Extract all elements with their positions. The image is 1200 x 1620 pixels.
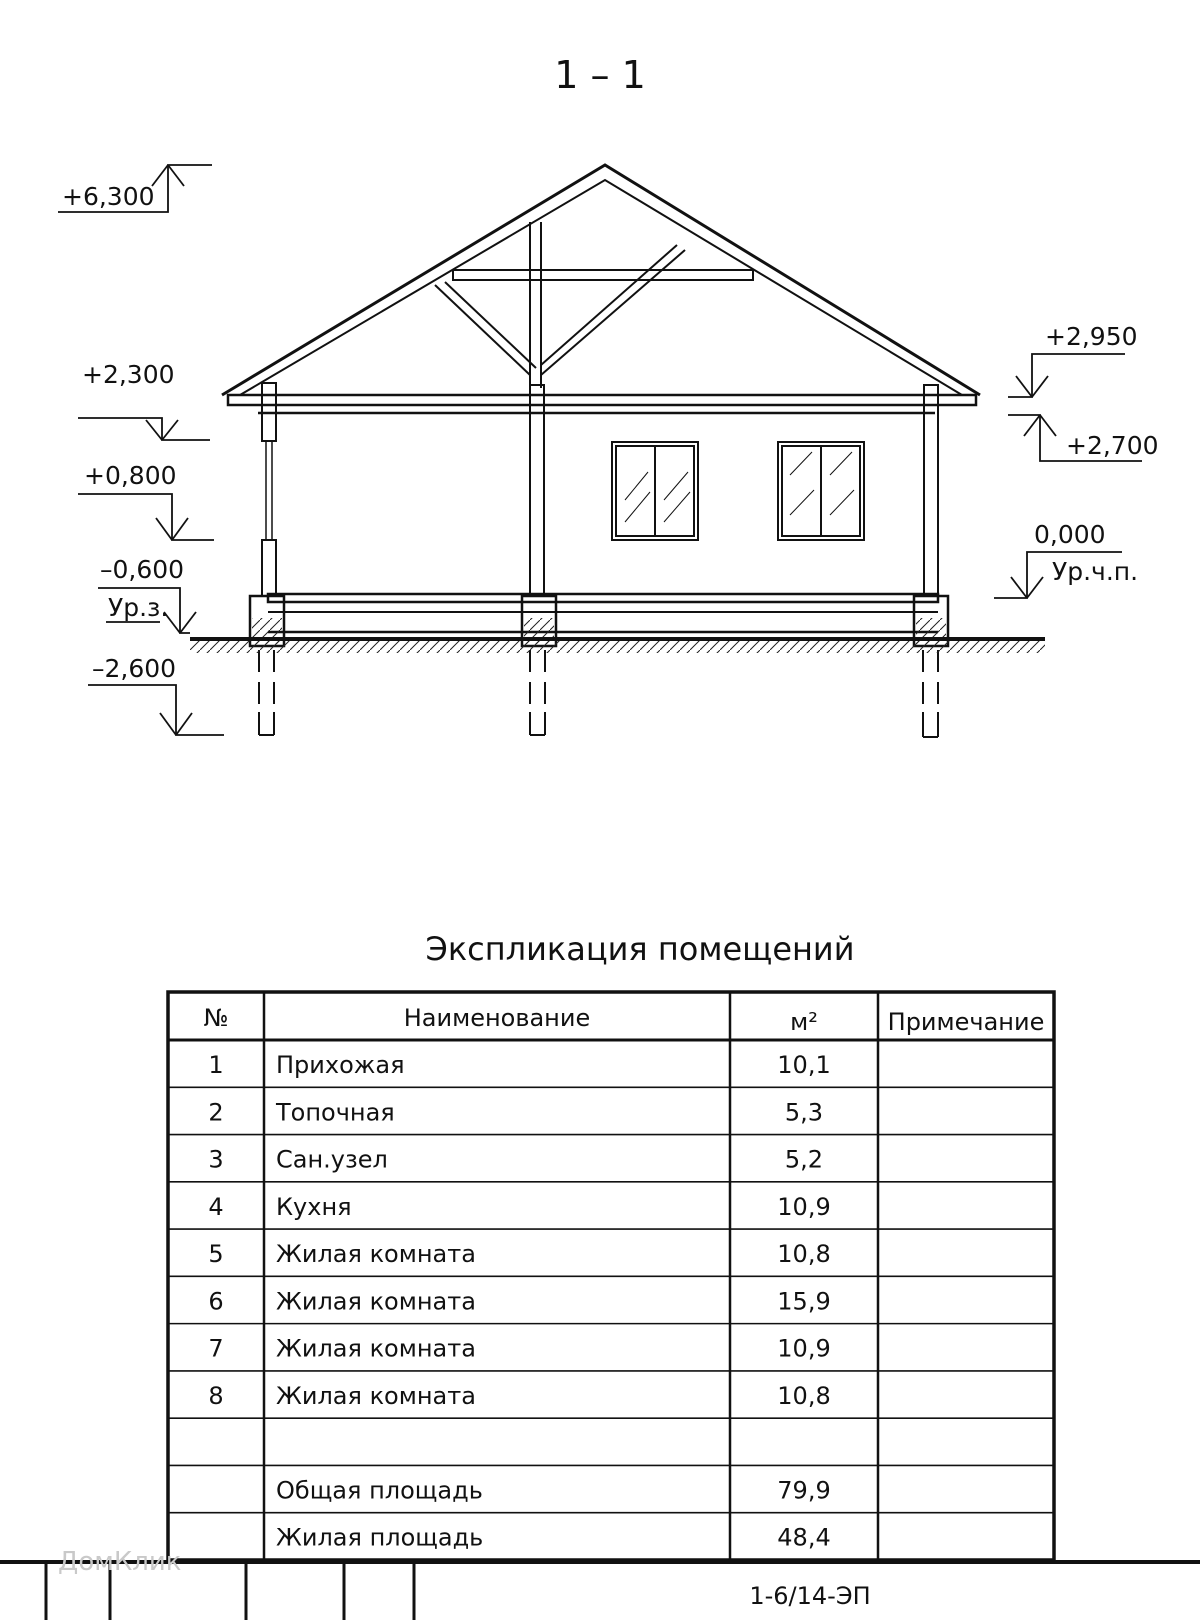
interior-wall bbox=[530, 385, 544, 595]
table-row bbox=[208, 1335, 830, 1363]
row-name: Кухня bbox=[276, 1192, 352, 1221]
header-note: Примечание bbox=[887, 1008, 1045, 1036]
table-title: Экспликация помещений bbox=[425, 930, 855, 968]
row-area: 5,2 bbox=[784, 1145, 824, 1174]
section-title: 1 – 1 bbox=[554, 53, 646, 97]
elev-ridge: +6,300 bbox=[62, 182, 155, 211]
row-name: Жилая комната bbox=[276, 1240, 476, 1269]
row-area: 48,4 bbox=[777, 1523, 831, 1552]
exterior-wall bbox=[924, 385, 938, 595]
row-area: 10,9 bbox=[777, 1192, 831, 1221]
floor-slab bbox=[268, 594, 938, 602]
row-num: 7 bbox=[208, 1334, 224, 1363]
building-section bbox=[190, 165, 1045, 737]
row-name: Общая площадь bbox=[276, 1476, 483, 1505]
elev-pile-bottom: –2,600 bbox=[92, 654, 177, 683]
table-row bbox=[208, 1287, 830, 1315]
row-num: 3 bbox=[208, 1145, 224, 1174]
row-name: Сан.узел bbox=[276, 1145, 388, 1174]
row-name: Жилая площадь bbox=[276, 1523, 484, 1552]
row-num: 2 bbox=[208, 1098, 224, 1127]
row-area: 10,8 bbox=[777, 1381, 831, 1410]
table-row bbox=[208, 1382, 830, 1410]
elev-floor: 0,000 bbox=[1034, 520, 1106, 549]
piles bbox=[259, 650, 938, 737]
drawing-code: 1-6/14-ЭП bbox=[749, 1582, 871, 1610]
row-num: 4 bbox=[208, 1192, 224, 1221]
top-beam bbox=[228, 395, 976, 405]
row-area: 15,9 bbox=[777, 1287, 831, 1316]
row-area: 10,9 bbox=[777, 1334, 831, 1363]
row-num: 6 bbox=[208, 1287, 224, 1316]
elev-window-sill: +0,800 bbox=[84, 461, 177, 490]
elev-floor-note: Ур.ч.п. bbox=[1052, 557, 1139, 586]
table-header bbox=[204, 1004, 1045, 1036]
header-area: м² bbox=[790, 1008, 818, 1036]
header-name: Наименование bbox=[403, 1004, 591, 1032]
row-area: 10,1 bbox=[777, 1051, 831, 1079]
elev-top-beam: +2,950 bbox=[1045, 322, 1138, 351]
roof-inner bbox=[240, 180, 962, 395]
table-row bbox=[208, 1240, 830, 1268]
elev-ceiling: +2,700 bbox=[1066, 431, 1159, 460]
table-row bbox=[208, 1193, 830, 1221]
window-1 bbox=[612, 442, 698, 540]
row-area: 79,9 bbox=[777, 1476, 831, 1505]
row-area: 10,8 bbox=[777, 1240, 831, 1269]
table-row bbox=[276, 1524, 831, 1552]
row-name: Топочная bbox=[276, 1098, 395, 1127]
row-num: 8 bbox=[208, 1381, 224, 1410]
elev-ground-note: Ур.з. bbox=[108, 593, 169, 622]
header-num: № bbox=[203, 1004, 229, 1032]
row-name: Прихожая bbox=[276, 1051, 405, 1079]
table-row bbox=[276, 1476, 831, 1504]
window-2 bbox=[778, 442, 864, 540]
row-name: Жилая комната bbox=[276, 1287, 476, 1316]
roof-truss bbox=[435, 222, 753, 388]
row-num: 1 bbox=[208, 1051, 224, 1079]
table-body bbox=[208, 1051, 830, 1552]
elev-ground: –0,600 bbox=[100, 555, 185, 584]
row-num: 5 bbox=[208, 1240, 224, 1269]
elev-eave: +2,300 bbox=[82, 360, 175, 389]
elevation-labels bbox=[62, 182, 1159, 683]
row-area: 5,3 bbox=[784, 1098, 824, 1127]
table-row bbox=[208, 1051, 830, 1079]
row-name: Жилая комната bbox=[276, 1381, 476, 1410]
row-name: Жилая комната bbox=[276, 1334, 476, 1363]
watermark: ДомКлик bbox=[58, 1547, 182, 1577]
